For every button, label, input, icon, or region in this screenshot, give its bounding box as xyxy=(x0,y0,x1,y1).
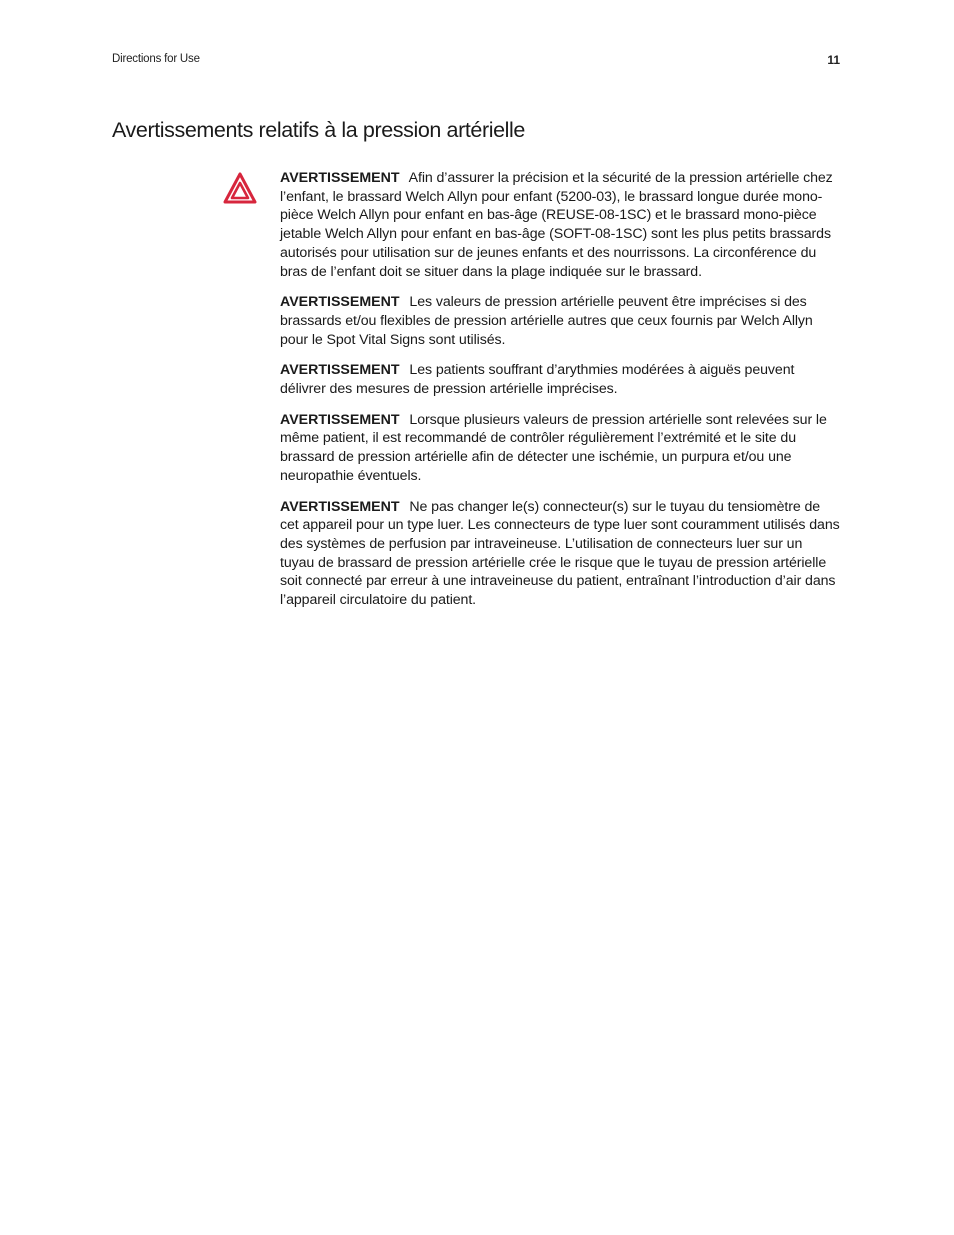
warning-label: AVERTISSEMENT xyxy=(280,498,400,515)
running-header xyxy=(112,52,840,70)
document-title: Directions for Use xyxy=(112,53,200,65)
warnings-list xyxy=(280,169,840,622)
section-title: Avertissements relatifs à la pression artérielle xyxy=(112,118,525,142)
warning-paragraph-1 xyxy=(280,169,840,281)
warning-text: Les valeurs de pression artérielle peuvent être imprécises si des brassards et/ou flexibles de pression artérielle autres que ceux fournis par Welch Allyn pour le Spot Vital Signs sont utilisés. xyxy=(280,294,813,348)
warning-text: Afin d’assurer la précision et la sécurité de la pression artérielle chez l’enfant, le brassard Welch Allyn pour enfant (5200-03), le brassard longue durée mono-pièce Welch Allyn pour enfant en bas-âge (REUSE-08-1SC) et le brassard mono-pièce jetable Welch Allyn pour enfant en bas-âge (SOFT-08-1SC) sont les plus petits brassards autorisés pour utilisation sur de jeunes enfants et des nourrissons. La circonférence du bras de l’enfant doit se situer dans la plage indiquée sur le brassard. xyxy=(280,170,833,280)
warning-text: Lorsque plusieurs valeurs de pression artérielle sont relevées sur le même patient, il est recommandé de contrôler régulièrement l’extrémité et le site du brassard de pression artérielle afin de détecter une ischémie, un purpura et/ou une neuropathie éventuels. xyxy=(280,411,827,484)
page-number: 11 xyxy=(827,53,840,67)
warning-label: AVERTISSEMENT xyxy=(280,294,400,311)
warning-label: AVERTISSEMENT xyxy=(280,362,400,379)
warning-triangle-svg xyxy=(223,172,257,204)
warning-paragraph-3 xyxy=(280,361,840,398)
warning-text: Ne pas changer le(s) connecteur(s) sur le tuyau du tensiomètre de cet appareil pour un type luer. Les connecteurs de type luer sont couramment utilisés dans des systèmes de perfusion par intraveineuse. L’utilisation de connecteurs luer sur un tuyau de brassard de pression artérielle crée le risque que le tuyau de pression artérielle soit connecté par erreur à une intraveineuse du patient, entraînant l’introduction d’air dans l’appareil circulatoire du patient. xyxy=(280,498,840,609)
warning-paragraph-5 xyxy=(280,498,840,610)
warning-paragraph-4 xyxy=(280,411,840,486)
warning-text: Les patients souffrant d’arythmies modérées à aiguës peuvent délivrer des mesures de pression artérielle imprécises. xyxy=(280,362,795,398)
warning-paragraph-2 xyxy=(280,293,840,349)
warning-label: AVERTISSEMENT xyxy=(280,411,400,428)
warning-label: AVERTISSEMENT xyxy=(280,170,400,186)
warning-triangle-icon xyxy=(223,172,257,204)
